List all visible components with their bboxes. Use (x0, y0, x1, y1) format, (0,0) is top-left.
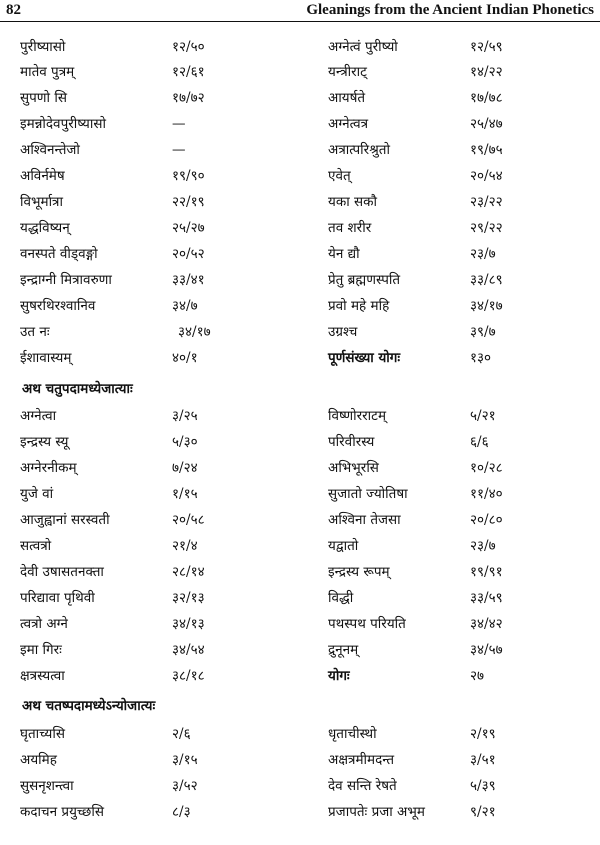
verse-ref: १९/९० (172, 168, 205, 184)
verse-ref: ३४/४२ (470, 616, 503, 632)
verse-ref: १०/२८ (470, 460, 503, 476)
verse-name: उग्रश्च (328, 324, 358, 340)
verse-name: अविर्नमेष (20, 168, 65, 184)
verse-name: मातेव पुत्रम् (20, 64, 75, 80)
verse-name: युजे वां (20, 486, 54, 502)
verse-name: अग्नेत्वा (20, 408, 57, 424)
verse-ref: ८/३ (172, 804, 191, 820)
verse-name: सुजातो ज्योतिषा (328, 486, 408, 502)
table-row (0, 164, 600, 188)
verse-name: सुषरथिरश्वानिव (20, 298, 96, 314)
verse-ref: २१/४ (172, 538, 198, 554)
verse-ref: ३/५२ (172, 778, 198, 794)
total-count-label: योगः (328, 668, 350, 684)
verse-name: अयमिह (20, 752, 57, 768)
verse-name: येन द्यौ (328, 246, 360, 262)
verse-ref: ५/३० (172, 434, 198, 450)
verse-name: इमन्नोदेवपुरीष्यासो (20, 116, 106, 132)
verse-ref: २३/७ (470, 246, 496, 262)
verse-ref: ३/१५ (172, 752, 198, 768)
verse-name: यन्त्रीराट् (328, 64, 367, 80)
table-row (0, 320, 600, 344)
verse-ref: ३२/१३ (172, 590, 205, 606)
verse-name: अक्षत्रमीमदन्त (328, 752, 395, 768)
table-row (0, 216, 600, 240)
verse-name: अग्नेरनीकम् (20, 460, 77, 476)
verse-name: प्रेतु ब्रह्मणस्पति (328, 272, 401, 288)
table-row (0, 35, 600, 59)
page-header (0, 0, 600, 24)
verse-ref: ३४/५४ (172, 642, 205, 658)
table-row (0, 86, 600, 110)
verse-name: परिवीरस्य (328, 434, 375, 450)
verse-ref: १२/५० (172, 39, 205, 55)
table-row (0, 722, 600, 746)
verse-name: यद्धविष्यन् (20, 220, 70, 236)
verse-name: उत नः (20, 324, 50, 340)
table-row (0, 748, 600, 772)
verse-name: क्षत्रस्यत्वा (20, 668, 65, 684)
verse-name: इन्द्राग्नी मित्रावरुणा (20, 272, 112, 288)
verse-ref: २५/४७ (470, 116, 503, 132)
verse-ref: ३४/१७ (178, 324, 211, 340)
verse-ref: २/६ (172, 726, 191, 742)
verse-name: द्रुनूनम् (328, 642, 359, 658)
verse-name: ईशावास्यम् (20, 350, 72, 366)
verse-ref: २०/५८ (172, 512, 205, 528)
verse-name: तव शरीर (328, 220, 372, 236)
verse-ref: २५/२७ (172, 220, 205, 236)
verse-name: पुरीष्यासो (20, 39, 66, 55)
verse-ref: ४०/१ (172, 350, 198, 366)
verse-ref: ३९/७ (470, 324, 496, 340)
total-count-value: १३० (470, 350, 492, 366)
verse-ref: १७/७२ (172, 90, 205, 106)
table-row (0, 482, 600, 506)
table-row (0, 612, 600, 636)
verse-ref: २८/१४ (172, 564, 205, 580)
section-3-heading: अथ चतष्पदामध्येऽन्योजात्यः (22, 698, 156, 714)
table-row (0, 774, 600, 798)
table-row (0, 242, 600, 266)
verse-name: देवी उषासतनक्ता (20, 564, 104, 580)
verse-name: त्वत्रो अग्ने (20, 616, 68, 632)
verse-name: विभूर्मात्रा (20, 194, 64, 210)
table-row (0, 560, 600, 584)
verse-name: विष्णोरराटम् (328, 408, 387, 424)
verse-name: एवेत् (328, 168, 351, 184)
verse-ref: ३३/४१ (172, 272, 205, 288)
verse-ref: ३४/७ (172, 298, 198, 314)
verse-ref: ३८/१८ (172, 668, 205, 684)
header-rule (0, 21, 600, 22)
verse-name: अभिभूरसि (328, 460, 379, 476)
verse-name: अश्विना तेजसा (328, 512, 401, 528)
table-row (0, 404, 600, 428)
verse-name: आयर्षते (328, 90, 366, 106)
verse-name: कदाचन प्रयुच्छसि (20, 804, 104, 820)
section-2-heading: अथ चतुपदामध्येजात्याः (22, 381, 133, 397)
verse-ref: ६/६ (470, 434, 489, 450)
table-row (0, 60, 600, 84)
table-row (0, 800, 600, 824)
verse-name: प्रजापतेः प्रजा अभूम (328, 804, 425, 820)
verse-name: प्रवो महे महि (328, 298, 390, 314)
verse-ref: २२/१९ (172, 194, 205, 210)
table-row (0, 534, 600, 558)
page-number: 82 (6, 2, 21, 18)
verse-ref: १९/७५ (470, 142, 503, 158)
verse-ref: २३/७ (470, 538, 496, 554)
verse-ref: ७/२४ (172, 460, 198, 476)
verse-name: यका सकौ (328, 194, 377, 210)
verse-name: यद्वातो (328, 538, 359, 554)
verse-ref: ५/३९ (470, 778, 496, 794)
table-row (0, 508, 600, 532)
verse-ref: ३/५१ (470, 752, 496, 768)
table-row (0, 112, 600, 136)
verse-name: देव सन्ति रेषते (328, 778, 397, 794)
verse-ref: ५/२१ (470, 408, 496, 424)
table-row (0, 638, 600, 662)
verse-name: सुसनृशन्त्वा (20, 778, 74, 794)
table-row (0, 294, 600, 318)
total-count-label: पूर्णसंख्या योगः (328, 350, 401, 366)
verse-name: घृताच्यसि (20, 726, 65, 742)
verse-ref: ९/२१ (470, 804, 496, 820)
verse-ref: २०/५४ (470, 168, 503, 184)
verse-ref: ३/२५ (172, 408, 198, 424)
table-row (0, 456, 600, 480)
verse-ref: — (172, 142, 186, 158)
verse-ref: २०/५२ (172, 246, 205, 262)
verse-ref: ३४/१७ (470, 298, 503, 314)
table-row (0, 268, 600, 292)
verse-ref: १७/७८ (470, 90, 503, 106)
total-count-value: २७ (470, 668, 485, 684)
verse-ref: २९/२२ (470, 220, 503, 236)
table-row (0, 430, 600, 454)
table-row (0, 138, 600, 162)
verse-ref: २/१९ (470, 726, 496, 742)
verse-ref: १४/२२ (470, 64, 503, 80)
verse-name: सुपणो सि (20, 90, 67, 106)
verse-ref: २०/८० (470, 512, 503, 528)
verse-name: अग्नेत्वं पुरीष्यो (328, 39, 398, 55)
verse-name: पथस्पथ परियति (328, 616, 406, 632)
verse-name: इमा गिरः (20, 642, 62, 658)
verse-name: इन्द्रस्य स्यू (20, 434, 69, 450)
verse-name: सत्वत्रो (20, 538, 52, 554)
verse-name: अश्विनन्तेजो (20, 142, 80, 158)
verse-name: आजुह्वानां सरस्वती (20, 512, 110, 528)
table-row (0, 664, 600, 688)
verse-ref: ११/४० (470, 486, 503, 502)
verse-ref: १/१५ (172, 486, 198, 502)
verse-name: वनस्पते वीड्वङ्गो (20, 246, 98, 262)
verse-name: अत्रात्परिश्रुतो (328, 142, 390, 158)
verse-ref: ३४/५७ (470, 642, 503, 658)
verse-ref: ३४/१३ (172, 616, 205, 632)
table-row (0, 586, 600, 610)
verse-ref: — (172, 116, 186, 132)
verse-ref: १२/५९ (470, 39, 503, 55)
verse-name: धृताचीस्थो (328, 726, 377, 742)
verse-ref: १९/९१ (470, 564, 503, 580)
table-row (0, 190, 600, 214)
running-title: Gleanings from the Ancient Indian Phonetics (306, 2, 594, 18)
verse-name: इन्द्रस्य रूपम् (328, 564, 390, 580)
verse-name: परिद्यावा पृथिवी (20, 590, 95, 606)
verse-name: अग्नेत्वत्र (328, 116, 369, 132)
verse-ref: ३३/८९ (470, 272, 503, 288)
verse-ref: २३/२२ (470, 194, 503, 210)
verse-ref: १२/६१ (172, 64, 205, 80)
verse-name: विद्धी (328, 590, 354, 606)
table-row (0, 346, 600, 370)
verse-ref: ३३/५९ (470, 590, 503, 606)
